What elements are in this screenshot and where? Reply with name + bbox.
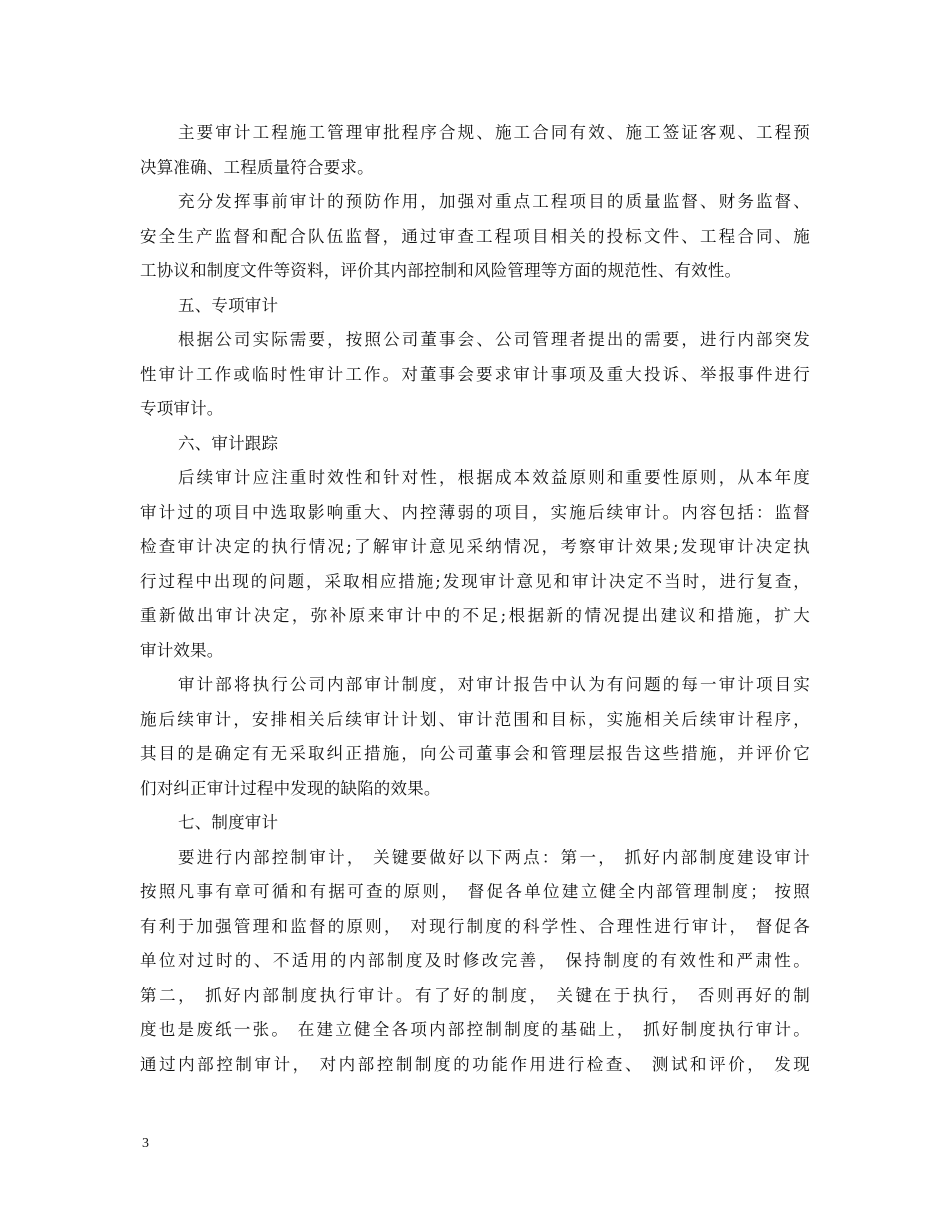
text-line: 审计效果。 (140, 640, 224, 660)
text-line: 七、制度审计 (178, 813, 279, 832)
text-line: 检查审计决定的执行情况;了解审计意见采纳情况，考察审计效果;发现审计决定执 (140, 537, 810, 556)
text-line: 主要审计工程施工管理审批程序合规、施工合同有效、施工签证客观、工程预 (178, 123, 810, 142)
text-line: 专项审计。 (140, 399, 224, 418)
text-line: 通过内部控制审计， 对内部控制制度的功能作用进行检查、 测试和评价， 发现 (140, 1054, 810, 1074)
text-line: 们对纠正审计过程中发现的缺陷的效果。 (140, 778, 441, 798)
text-line: 其目的是确定有无采取纠正措施，向公司董事会和管理层报告这些措施，并评价它 (140, 744, 810, 763)
body-text (140, 116, 810, 1082)
text-line: 安全生产监督和配合队伍监督，通过审查工程项目相关的投标文件、工程合同、施 (140, 226, 810, 246)
text-line: 性审计工作或临时性审计工作。对董事会要求审计事项及重大投诉、举报事件进行 (140, 364, 810, 384)
text-line: 充分发挥事前审计的预防作用，加强对重点工程项目的质量监督、财务监督、 (178, 192, 810, 211)
text-line: 工协议和制度文件等资料，评价其内部控制和风险管理等方面的规范性、有效性。 (140, 261, 742, 280)
text-line: 五、专项审计 (178, 295, 279, 315)
page-number: 3 (142, 1136, 149, 1151)
text-line: 有利于加强管理和监督的原则， 对现行制度的科学性、合理性进行审计， 督促各 (140, 916, 810, 936)
text-line: 重新做出审计决定，弥补原来审计中的不足;根据新的情况提出建议和措施，扩大 (140, 606, 810, 625)
text-line: 施后续审计，安排相关后续审计计划、审计范围和目标，实施相关后续审计程序， (140, 709, 810, 729)
text-line: 根据公司实际需要，按照公司董事会、公司管理者提出的需要，进行内部突发 (178, 330, 810, 349)
text-line: 审计部将执行公司内部审计制度，对审计报告中认为有问题的每一审计项目实 (178, 675, 810, 694)
text-line: 行过程中出现的问题，采取相应措施;发现审计意见和审计决定不当时，进行复查， (140, 571, 810, 591)
text-line: 后续审计应注重时效性和针对性，根据成本效益原则和重要性原则，从本年度 (178, 468, 810, 487)
text-line: 六、审计跟踪 (178, 433, 279, 453)
text-line: 决算准确、工程质量符合要求。 (140, 157, 374, 177)
text-line: 度也是废纸一张。 在建立健全各项内部控制制度的基础上， 抓好制度执行审计。 (140, 1020, 810, 1039)
text-line: 按照凡事有章可循和有据可查的原则， 督促各单位建立健全内部管理制度； 按照 (140, 882, 810, 901)
text-line: 单位对过时的、不适用的内部制度及时修改完善， 保持制度的有效性和严肃性。 (140, 951, 810, 970)
text-line: 要进行内部控制审计， 关键要做好以下两点：第一， 抓好内部制度建设审计 (178, 847, 810, 867)
text-line: 审计过的项目中选取影响重大、内控薄弱的项目，实施后续审计。内容包括：监督 (140, 502, 810, 522)
text-line: 第二， 抓好内部制度执行审计。有了好的制度， 关键在于执行， 否则再好的制 (140, 985, 810, 1005)
